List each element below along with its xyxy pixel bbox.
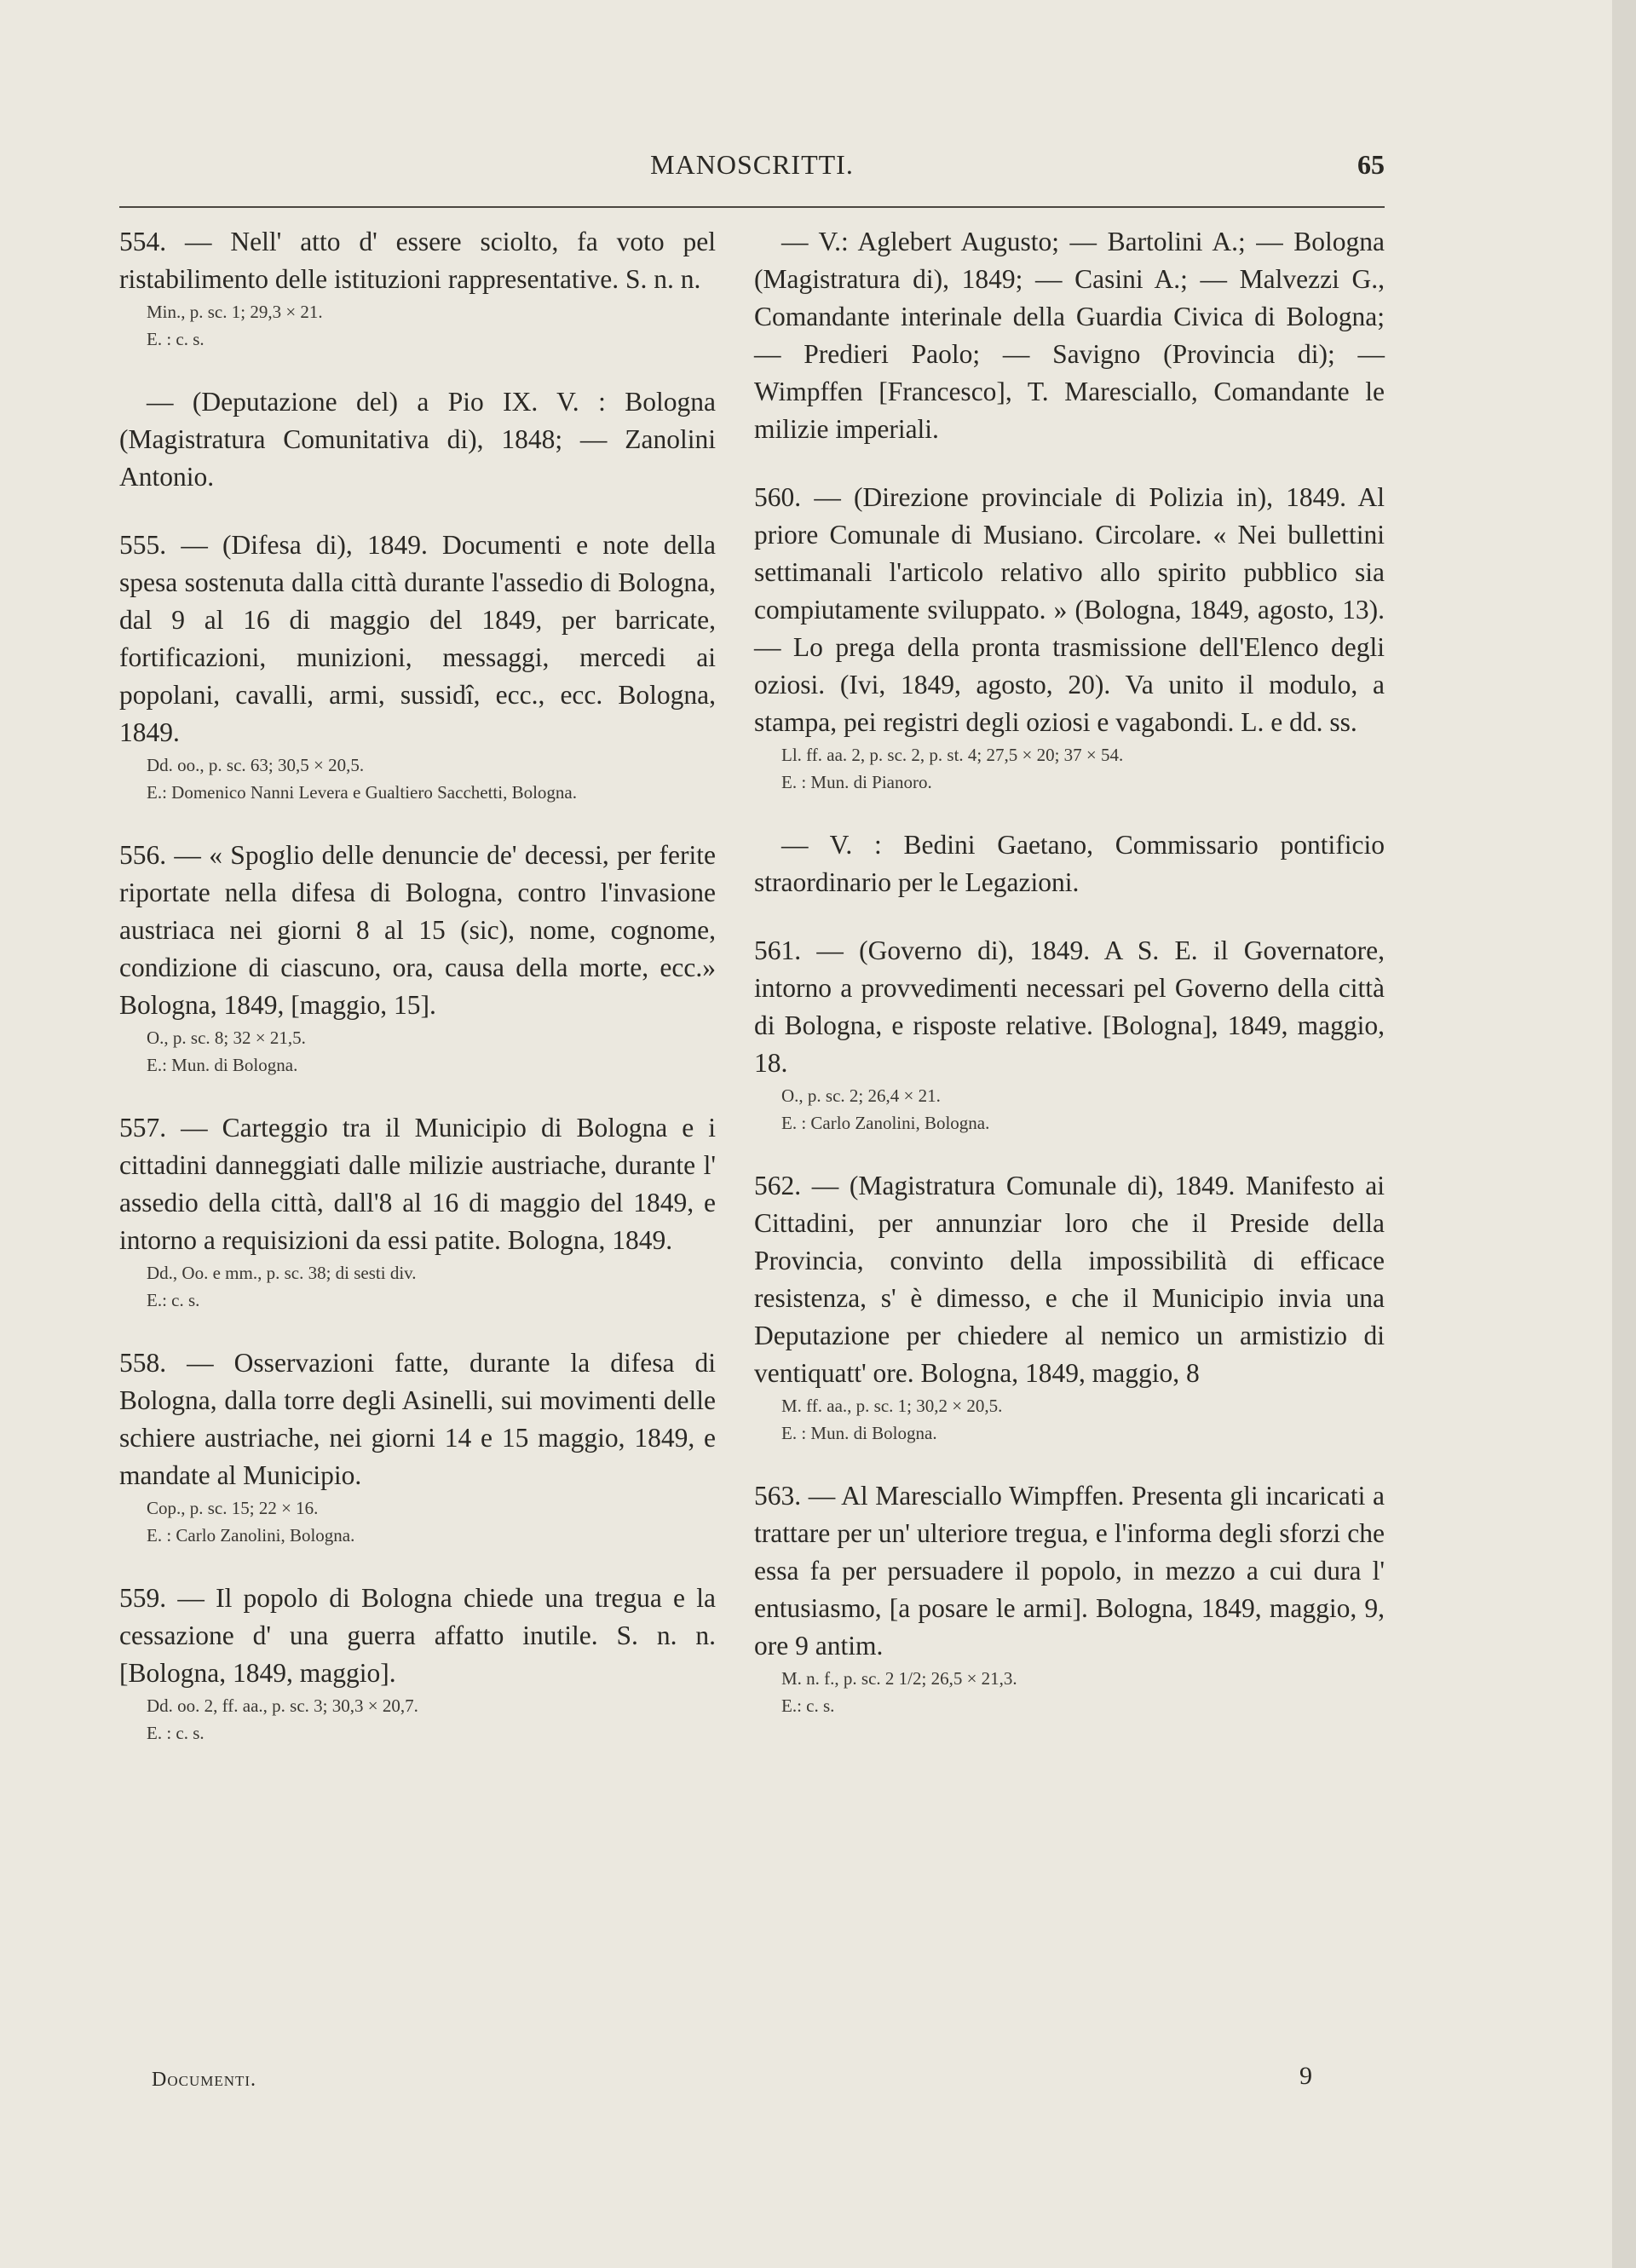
entry-text: 556. — « Spoglio delle denuncie de' decessi, per ferite riportate nella difesa di Bologna, contro l'invasione austriaca nei giorni 8 al 15 (sic), nome, cognome, condizione di ciascuno, ora, causa della morte, ecc.» Bologna, 1849, [maggio, 15]. — [119, 840, 716, 1020]
catalog-entry — [119, 1580, 716, 1747]
running-header — [119, 149, 1385, 192]
entry-text: 562. — (Magistratura Comunale di), 1849. Manifesto ai Cittadini, per annunziar loro che il Preside della Provincia, convinto della impossibilità di efficace resistenza, s' è dimesso, e che il Municipio invia una Deputazione per chiedere al nemico un armistizio di ventiquatt' ore. Bologna, 1849, maggio, 8 — [754, 1171, 1385, 1388]
entry-text: 555. — (Difesa di), 1849. Documenti e note della spesa sostenuta dalla città durante l'assedio di Bologna, dal 9 al 16 di maggio del 1849, per barricate, fortificazioni, munizioni, messaggi, mercedi ai popolani, cavalli, armi, sussidî, ecc., ecc. Bologna, 1849. — [119, 530, 716, 747]
entry-note: Dd., Oo. e mm., p. sc. 38; di sesti div. — [147, 1263, 417, 1283]
entry-note: E. : Mun. di Bologna. — [781, 1423, 937, 1443]
entry-note: Cop., p. sc. 15; 22 × 16. — [147, 1498, 319, 1518]
entry-text: 558. — Osservazioni fatte, durante la difesa di Bologna, dalla torre degli Asinelli, sui movimenti delle schiere austriache, nei giorni 14 e 15 maggio, 1849, e mandate al Municipio. — [119, 1348, 716, 1490]
catalog-entry — [754, 1167, 1385, 1447]
entry-text: 561. — (Governo di), 1849. A S. E. il Governatore, intorno a provvedimenti necessari pel Governo della città di Bologna, e risposte relative. [Bologna], 1849, maggio, 18. — [754, 935, 1385, 1078]
entry-note: E. : c. s. — [147, 329, 204, 349]
entry-text: 563. — Al Maresciallo Wimpffen. Presenta gli incaricati a trattare per un' ulteriore tregua, e l'informa degli sforzi che essa fa per persuadere il popolo, in mezzo a cui dura l' entusiasmo, [a posare le armi]. Bologna, 1849, maggio, 9, ore 9 antim. — [754, 1481, 1385, 1661]
entry-note: M. ff. aa., p. sc. 1; 30,2 × 20,5. — [781, 1396, 1003, 1416]
entry-note: E. : Carlo Zanolini, Bologna. — [147, 1525, 355, 1546]
cross-reference: — V. : Bedini Gaetano, Commissario pontificio straordinario per le Legazioni. — [754, 830, 1385, 897]
entry-text: 559. — Il popolo di Bologna chiede una tregua e la cessazione d' una guerra affatto inutile. S. n. n. [Bologna, 1849, maggio]. — [119, 1583, 716, 1688]
running-title: MANOSCRITTI. — [650, 149, 854, 180]
catalog-entry — [119, 837, 716, 1079]
cross-reference: — (Deputazione del) a Pio IX. V. : Bologna (Magistratura Comunitativa di), 1848; — Zanolini Antonio. — [119, 387, 716, 492]
page-number: 65 — [1357, 149, 1385, 180]
entry-note: Ll. ff. aa. 2, p. sc. 2, p. st. 4; 27,5 × 20; 37 × 54. — [781, 745, 1124, 765]
catalog-entry — [754, 1477, 1385, 1719]
entry-text: 560. — (Direzione provinciale di Polizia in), 1849. Al priore Comunale di Musiano. Circolare. « Nei bullettini settimanali l'articolo relativo allo spirito pubblico sia compiutamente sviluppato. » (Bologna, 1849, agosto, 13). — Lo prega della pronta trasmissione dell'Elenco degli oziosi. (Ivi, 1849, agosto, 20). Va unito il modulo, a stampa, pei registri degli oziosi e vagabondi. L. e dd. ss. — [754, 482, 1385, 737]
entry-note: E. : Mun. di Pianoro. — [781, 772, 932, 792]
signature-number: 9 — [1299, 2062, 1312, 2090]
entry-note: O., p. sc. 8; 32 × 21,5. — [147, 1028, 306, 1048]
catalog-entry — [119, 1109, 716, 1314]
entry-note: E. : Carlo Zanolini, Bologna. — [781, 1113, 990, 1133]
entry-note: Dd. oo. 2, ff. aa., p. sc. 3; 30,3 × 20,7. — [147, 1695, 418, 1716]
catalog-entry — [754, 932, 1385, 1137]
entry-note: M. n. f., p. sc. 2 1/2; 26,5 × 21,3. — [781, 1668, 1017, 1689]
catalog-entry — [119, 223, 716, 353]
entry-note: E.: Domenico Nanni Levera e Gualtiero Sacchetti, Bologna. — [147, 782, 577, 803]
left-column — [119, 223, 716, 1777]
cross-reference: — V.: Aglebert Augusto; — Bartolini A.; — Bologna (Magistratura di), 1849; — Casini A.; — Malvezzi G., Comandante interinale della Guardia Civica di Bologna; — Predieri Paolo; — Savigno (Provincia di); — Wimpffen [Francesco], T. Maresciallo, Comandante le milizie imperiali. — [754, 227, 1385, 444]
catalog-entry — [119, 527, 716, 806]
entry-note: E.: Mun. di Bologna. — [147, 1055, 298, 1075]
signature-mark: Documenti. — [152, 2069, 257, 2091]
entry-note: O., p. sc. 2; 26,4 × 21. — [781, 1085, 941, 1106]
page-edge-shadow — [1612, 0, 1636, 2268]
catalog-entry — [119, 1344, 716, 1549]
entry-note: E.: c. s. — [147, 1290, 200, 1310]
catalog-entry — [754, 479, 1385, 796]
entry-note: E.: c. s. — [781, 1695, 835, 1716]
right-column — [754, 223, 1385, 1750]
entry-note: Min., p. sc. 1; 29,3 × 21. — [147, 302, 323, 322]
entry-note: E. : c. s. — [147, 1723, 204, 1743]
header-rule — [119, 206, 1385, 208]
entry-text: 554. — Nell' atto d' essere sciolto, fa voto pel ristabilimento delle istituzioni rappresentative. S. n. n. — [119, 227, 716, 294]
entry-note: Dd. oo., p. sc. 63; 30,5 × 20,5. — [147, 755, 365, 775]
entry-text: 557. — Carteggio tra il Municipio di Bologna e i cittadini danneggiati dalle milizie austriache, durante l' assedio della città, dall'8 al 16 di maggio del 1849, e intorno a requisizioni da essi patite. Bologna, 1849. — [119, 1113, 716, 1255]
